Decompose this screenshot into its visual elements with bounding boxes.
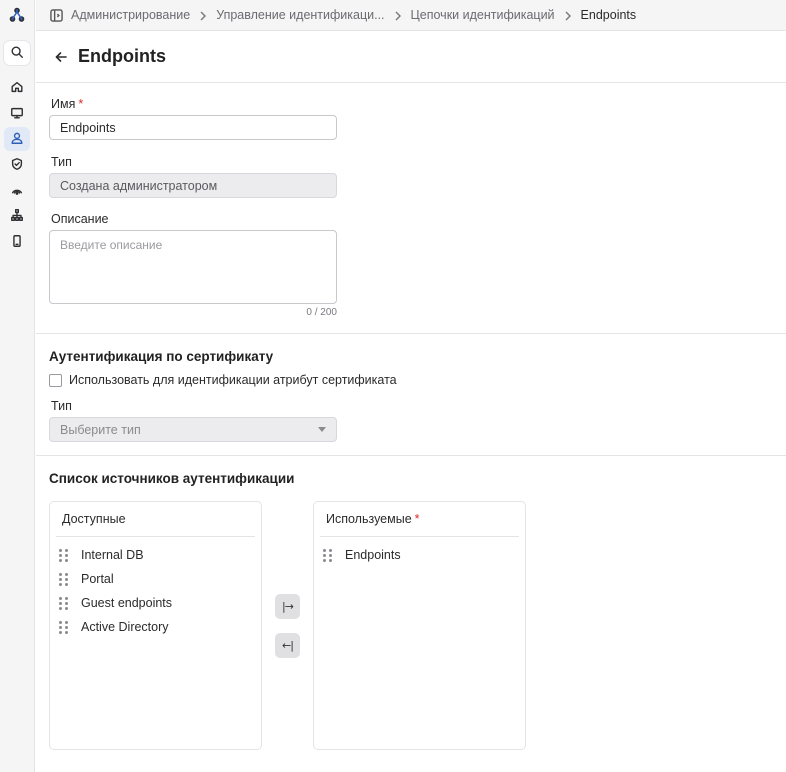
- mobile-icon: [10, 234, 24, 251]
- type-label: Тип: [51, 155, 72, 169]
- move-left-button[interactable]: [275, 633, 300, 658]
- name-input[interactable]: [49, 115, 337, 140]
- network-icon: [10, 208, 24, 225]
- nav-network[interactable]: [4, 204, 30, 228]
- list-item-label: Internal DB: [81, 548, 144, 562]
- cert-attribute-checkbox-row[interactable]: [49, 373, 397, 387]
- move-left-icon: ←|: [282, 639, 293, 652]
- radar-icon: [10, 183, 24, 200]
- breadcrumb-item-identity-chains[interactable]: Цепочки идентификаций: [410, 8, 555, 22]
- left-rail: [0, 0, 35, 772]
- move-right-button[interactable]: [275, 594, 300, 619]
- list-item-label: Guest endpoints: [81, 596, 173, 610]
- list-item[interactable]: [50, 567, 261, 591]
- breadcrumb-item-administration[interactable]: Администрирование: [71, 8, 191, 22]
- sources-section-title: Список источников аутентификации: [49, 471, 295, 486]
- used-sources-list: [313, 501, 526, 750]
- available-sources-list: [49, 501, 262, 750]
- home-icon: [10, 80, 24, 97]
- page-header: [36, 31, 786, 83]
- list-item[interactable]: [50, 615, 261, 639]
- drag-handle-icon[interactable]: [59, 572, 69, 586]
- used-list-header: [320, 502, 519, 537]
- user-icon: [10, 131, 24, 148]
- name-input-value: Endpoints: [60, 120, 116, 135]
- drag-handle-icon[interactable]: [59, 620, 69, 634]
- section-divider: [36, 333, 786, 334]
- search-button[interactable]: [4, 41, 30, 65]
- drag-handle-icon[interactable]: [59, 596, 69, 610]
- breadcrumb: [36, 0, 786, 31]
- shield-icon: [10, 157, 24, 174]
- cert-section-title: Аутентификация по сертификату: [49, 349, 274, 364]
- back-arrow-icon[interactable]: [54, 50, 68, 64]
- search-icon: [10, 45, 24, 62]
- cert-type-placeholder: Выберите тип: [60, 422, 141, 437]
- nav-home[interactable]: [4, 76, 30, 100]
- name-label-text: Имя: [51, 97, 76, 111]
- nav-wireless[interactable]: [4, 179, 30, 203]
- breadcrumb-item-current: Endpoints: [580, 8, 637, 22]
- drag-handle-icon[interactable]: [323, 548, 333, 562]
- page-title: Endpoints: [78, 46, 166, 66]
- nav-monitoring[interactable]: [4, 102, 30, 126]
- type-input: [49, 173, 337, 198]
- chevron-right-icon: [564, 10, 572, 20]
- breadcrumb-item-identity-management[interactable]: Управление идентификаци...: [216, 8, 385, 22]
- nav-devices[interactable]: [4, 230, 30, 254]
- required-mark: *: [414, 512, 420, 526]
- monitor-icon: [10, 106, 24, 123]
- app-logo-icon[interactable]: [9, 7, 25, 23]
- section-divider: [36, 455, 786, 456]
- list-item[interactable]: [50, 543, 261, 567]
- cert-type-select: [49, 417, 337, 442]
- description-placeholder: Введите описание: [60, 238, 163, 252]
- nav-users[interactable]: [4, 127, 30, 151]
- list-item-label: Portal: [81, 572, 114, 586]
- description-counter: 0 / 200: [306, 307, 337, 318]
- list-item[interactable]: [314, 543, 525, 567]
- sidebar-toggle-icon[interactable]: [50, 9, 63, 22]
- chevron-right-icon: [394, 10, 402, 20]
- cert-attribute-checkbox[interactable]: [49, 374, 62, 387]
- move-right-icon: |→: [282, 600, 293, 613]
- nav-security[interactable]: [4, 153, 30, 177]
- chevron-down-icon: [318, 427, 326, 432]
- list-item-label: Active Directory: [81, 620, 169, 634]
- list-item-label: Endpoints: [345, 548, 401, 562]
- cert-attribute-checkbox-label[interactable]: Использовать для идентификации атрибут сертификата: [69, 373, 397, 387]
- description-label: Описание: [51, 212, 109, 226]
- chevron-right-icon: [199, 10, 207, 20]
- list-item[interactable]: [50, 591, 261, 615]
- drag-handle-icon[interactable]: [59, 548, 69, 562]
- used-list-header-text: Используемые: [326, 512, 412, 526]
- cert-type-label: Тип: [51, 399, 72, 413]
- available-list-header: Доступные: [56, 502, 255, 537]
- type-input-value: Создана администратором: [60, 178, 218, 193]
- required-mark: *: [78, 97, 84, 111]
- name-label: [51, 97, 83, 111]
- description-textarea[interactable]: [49, 230, 337, 304]
